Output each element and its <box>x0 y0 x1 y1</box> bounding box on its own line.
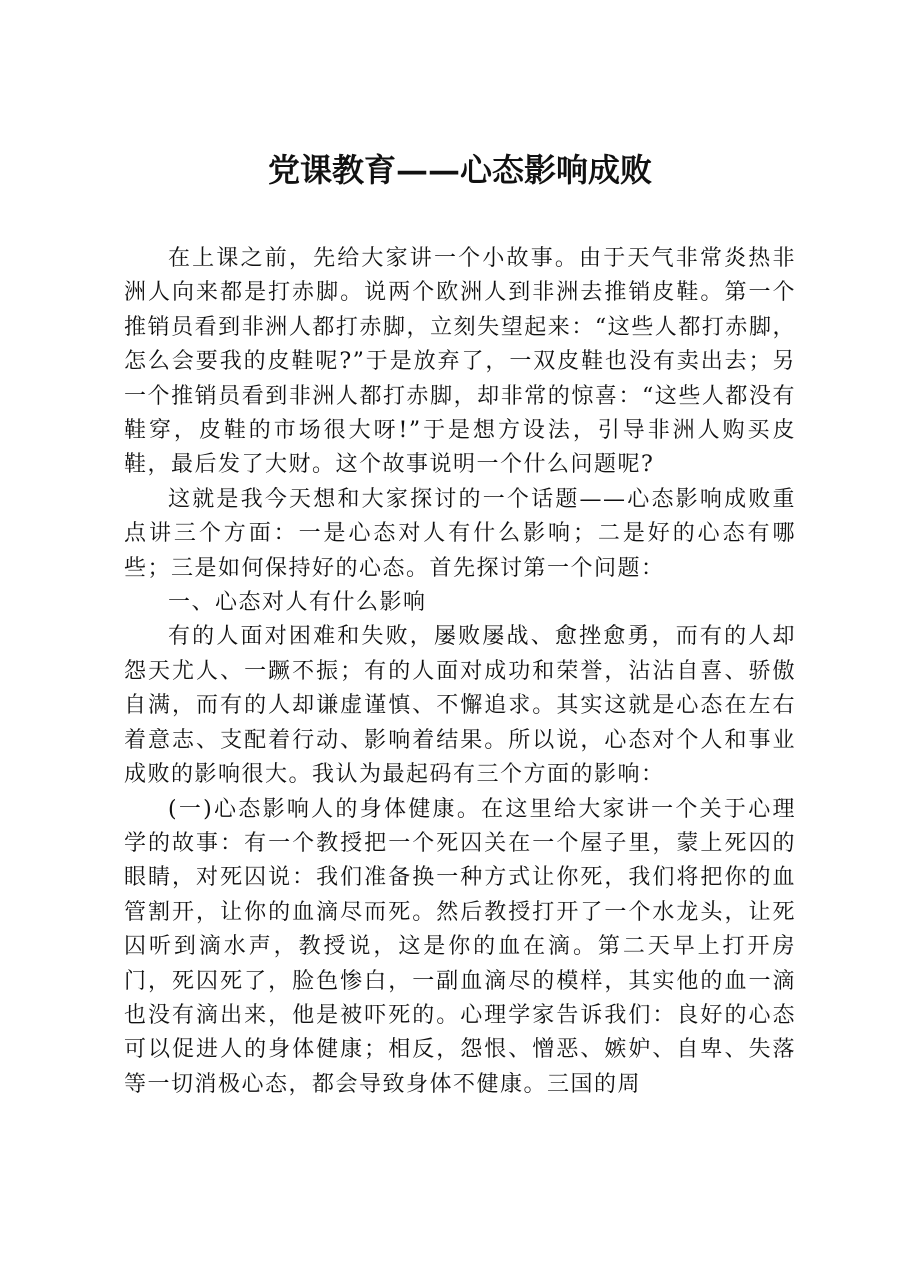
paragraph-health-story: (一)心态影响人的身体健康。在这里给大家讲一个关于心理学的故事：有一个教授把一个死囚关在一个屋子里，蒙上死囚的眼睛，对死囚说：我们准备换一种方式让你死，我们将把你的血管割开，让你的血滴尽而死。然后教授打开了一个水龙头，让死囚听到滴水声，教授说，这是你的血在滴。第二天早上打开房门，死囚死了，脸色惨白，一副血滴尽的模样，其实他的血一滴也没有滴出来，他是被吓死的。心理学家告诉我们：良好的心态可以促进人的身体健康；相反，怨恨、憎恶、嫉妒、自卑、失落等一切消极心态，都会导致身体不健康。三国的周 <box>124 796 796 1097</box>
paragraph-topic-overview: 这就是我今天想和大家探讨的一个话题——心态影响成败重点讲三个方面：一是心态对人有什么影响；二是好的心态有哪些；三是如何保持好的心态。首先探讨第一个问题： <box>124 486 796 581</box>
document-page <box>124 150 796 1102</box>
paragraph-intro-story: 在上课之前，先给大家讲一个小故事。由于天气非常炎热非洲人向来都是打赤脚。说两个欧洲人到非洲去推销皮鞋。第一个推销员看到非洲人都打赤脚，立刻失望起来：“这些人都打赤脚，怎么会要我的皮鞋呢?”于是放弃了，一双皮鞋也没有卖出去；另一个推销员看到非洲人都打赤脚，却非常的惊喜：“这些人都没有鞋穿，皮鞋的市场很大呀!”于是想方设法，引导非洲人购买皮鞋，最后发了大财。这个故事说明一个什么问题呢? <box>124 246 796 478</box>
section-heading-1: 一、心态对人有什么影响 <box>168 590 427 616</box>
paragraph-mindset-influence: 有的人面对困难和失败，屡败屡战、愈挫愈勇，而有的人却怨天尤人、一蹶不振；有的人面对成功和荣誉，沾沾自喜、骄傲自满，而有的人却谦虚谨慎、不懈追求。其实这就是心态在左右着意志、支配着行动、影响着结果。所以说，心态对个人和事业成败的影响很大。我认为最起码有三个方面的影响： <box>124 624 796 788</box>
document-title: 党课教育——心态影响成败 <box>267 151 652 189</box>
